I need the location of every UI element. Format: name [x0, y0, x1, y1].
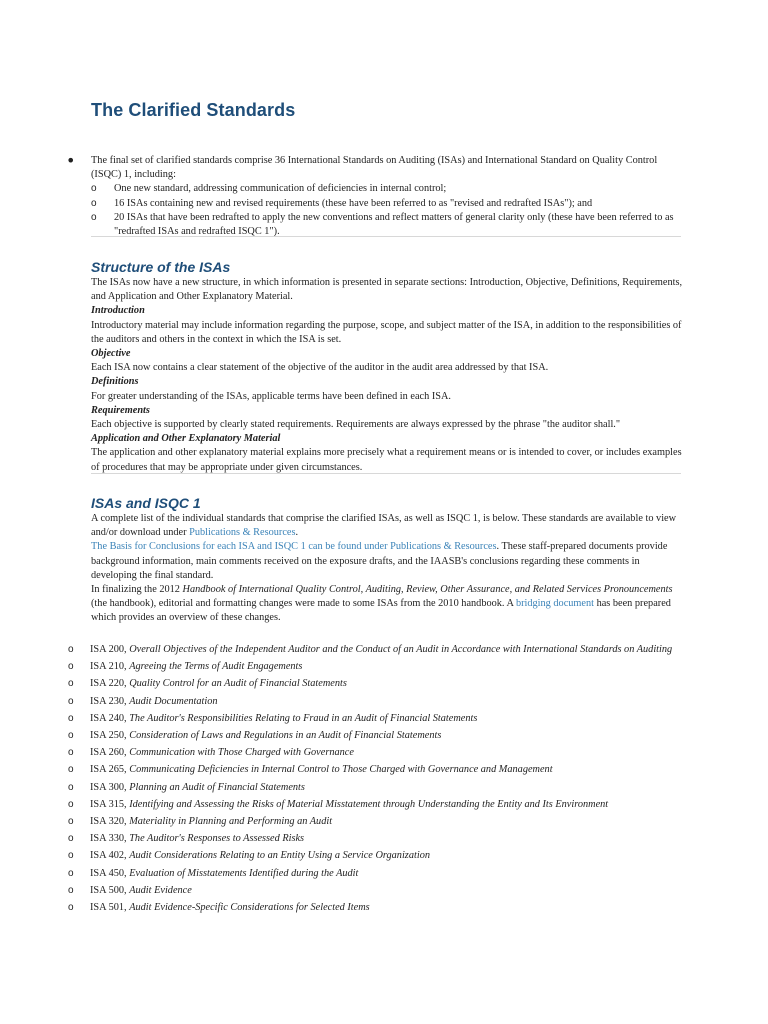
list-marker: o — [68, 678, 74, 690]
standard-title: The Auditor's Responses to Assessed Risks — [129, 833, 305, 845]
standard-code: ISA 220, — [90, 678, 127, 690]
intro-block — [91, 154, 681, 239]
standard-title: Audit Documentation — [129, 695, 218, 707]
standard-title: Audit Evidence-Specific Considerations for Selected Items — [129, 902, 370, 914]
list-marker: o — [68, 850, 74, 862]
standard-item — [68, 867, 708, 881]
intro-sub-list — [91, 182, 681, 239]
list-marker: o — [68, 833, 74, 845]
body-application: The application and other explanatory material explains more precisely what a requirement means or is intended to cover, or includes examples of procedures that may be appropriate under given circumstances. — [91, 447, 682, 473]
basis-for-conclusions-link[interactable]: The Basis for Conclusions for each ISA and ISQC 1 can be found under Publications & Resources — [91, 541, 497, 553]
list-item: o One new standard, addressing communication of deficiencies in internal control; — [91, 182, 681, 196]
standard-code: ISA 500, — [90, 884, 127, 896]
standard-item — [68, 832, 708, 846]
standard-code: ISA 300, — [90, 781, 127, 793]
list-item: o 20 ISAs that have been redrafted to apply the new conventions and reflect matters of general clarity only (these have been referred to as "redrafted ISAs and redrafted ISQC 1"). — [91, 211, 674, 238]
standard-title: Communicating Deficiencies in Internal Control to Those Charged with Governance and Management — [129, 764, 553, 776]
list-marker: o — [68, 644, 74, 655]
body-requirements: Each objective is supported by clearly stated requirements. Requirements are always expressed by the phrase "the auditor shall." — [91, 419, 621, 431]
standard-code: ISA 240, — [90, 712, 127, 724]
subhead-requirements: Requirements — [91, 404, 150, 416]
intro-text: The final set of clarified standards comprise 36 International Standards on Auditing (ISAs) and International Standard on Quality Control (ISQC) 1, including: — [91, 155, 658, 181]
standard-code: ISA 501, — [90, 902, 127, 914]
standard-code: ISA 265, — [90, 764, 127, 776]
standard-item — [68, 677, 708, 691]
structure-lead: The ISAs now have a new structure, in which information is presented in separate sections: Introduction, Objective, Definitions, Requirements, and Application and Other Explanatory Material. — [91, 277, 683, 303]
standard-item — [68, 849, 708, 863]
standard-code: ISA 315, — [90, 798, 127, 810]
list-marker: o — [68, 730, 74, 742]
isas-section — [91, 494, 686, 626]
list-marker: o — [68, 747, 74, 759]
standard-title: The Auditor's Responsibilities Relating to Fraud in an Audit of Financial Statements — [129, 712, 478, 724]
isas-paragraph-2: The Basis for Conclusions for each ISA and ISQC 1 can be found under Publications & Resources. These staff-prepared documents provide background information, main comments received on the exposure drafts, and the IAASB's conclusions regarding these comments in developing the final standard. — [91, 541, 668, 581]
standard-title: Materiality in Planning and Performing an Audit — [129, 816, 333, 828]
standard-title: Quality Control for an Audit of Financial Statements — [129, 678, 347, 690]
standard-code: ISA 200, — [90, 644, 127, 655]
standard-code: ISA 320, — [90, 816, 127, 828]
standard-item — [68, 763, 708, 777]
standard-item — [68, 901, 708, 915]
subhead-application: Application and Other Explanatory Material — [91, 433, 281, 445]
subhead-objective: Objective — [91, 348, 131, 360]
section-divider — [91, 236, 681, 237]
standard-code: ISA 450, — [90, 867, 127, 879]
bridging-document-link[interactable]: bridging document — [515, 598, 595, 610]
section-title-structure: Structure of the ISAs — [91, 259, 231, 275]
section-divider — [91, 473, 681, 474]
standard-title: Identifying and Assessing the Risks of Material Misstatement through Understanding the Entity and Its Environment — [129, 798, 609, 810]
body-definitions: For greater understanding of the ISAs, applicable terms have been defined in each ISA. — [91, 390, 451, 402]
list-marker: o — [91, 211, 97, 223]
list-marker: o — [68, 764, 74, 776]
standard-title: Consideration of Laws and Regulations in an Audit of Financial Statements — [129, 730, 442, 742]
list-marker: o — [68, 712, 74, 724]
standard-code: ISA 210, — [90, 661, 127, 673]
standard-title: Audit Considerations Relating to an Entity Using a Service Organization — [129, 850, 430, 862]
subhead-introduction: Introduction — [91, 305, 145, 317]
standard-item — [68, 729, 708, 743]
list-marker: o — [91, 183, 97, 195]
standards-list — [68, 643, 708, 918]
list-marker: o — [68, 695, 74, 707]
isas-paragraph-3: In finalizing the 2012 Handbook of International Quality Control, Auditing, Review, Other Assurance, and Related Services Pronouncements (the handbook), editorial and formatting changes were made to some ISAs from the 2010 handbook. A bridging document has been prepared which provides an overview of these changes. — [91, 584, 673, 624]
standard-title: Communication with Those Charged with Governance — [129, 747, 354, 759]
standard-item — [68, 781, 708, 795]
list-marker: o — [91, 197, 97, 209]
standard-title: Agreeing the Terms of Audit Engagements — [129, 661, 303, 673]
structure-section — [91, 258, 686, 475]
standard-item — [68, 643, 708, 657]
body-objective: Each ISA now contains a clear statement of the objective of the auditor in the audit area addressed by that ISA. — [91, 362, 549, 374]
standard-item — [68, 746, 708, 760]
section-title-isas: ISAs and ISQC 1 — [91, 495, 201, 511]
standard-code: ISA 402, — [90, 850, 127, 862]
standard-title: Evaluation of Misstatements Identified during the Audit — [129, 867, 359, 879]
list-marker: o — [68, 781, 74, 793]
intro-bullet: • — [66, 151, 76, 170]
standard-item — [68, 815, 708, 829]
standard-item — [68, 660, 708, 674]
list-item: o 16 ISAs containing new and revised requirements (these have been referred to as "revised and redrafted ISAs"); and — [91, 197, 681, 211]
standard-item — [68, 884, 708, 898]
standard-title: Audit Evidence — [129, 884, 192, 896]
standard-title: Planning an Audit of Financial Statements — [129, 781, 305, 793]
publications-link[interactable]: Publications & Resources — [189, 527, 296, 539]
standard-code: ISA 230, — [90, 695, 127, 707]
list-marker: o — [68, 661, 74, 673]
standard-title: Overall Objectives of the Independent Auditor and the Conduct of an Audit in Accordance with International Standards on Auditing — [129, 644, 673, 655]
standard-item — [68, 712, 708, 726]
page-title: The Clarified Standards — [91, 100, 296, 120]
list-marker: o — [68, 902, 74, 914]
standard-item — [68, 798, 708, 812]
standard-code: ISA 260, — [90, 747, 127, 759]
standard-code: ISA 250, — [90, 730, 127, 742]
isas-paragraph-1: A complete list of the individual standards that comprise the clarified ISAs, as well as ISQC 1, is below. These standards are available to view and/or download under Publications & Resources. — [91, 513, 677, 539]
standard-item — [68, 695, 708, 709]
list-marker: o — [68, 816, 74, 828]
list-marker: o — [68, 867, 74, 879]
standard-code: ISA 330, — [90, 833, 127, 845]
list-marker: o — [68, 884, 74, 896]
subhead-definitions: Definitions — [91, 376, 139, 388]
list-marker: o — [68, 798, 74, 810]
body-introduction: Introductory material may include information regarding the purpose, scope, and subject matter of the ISA, in addition to the responsibilities of the auditors and others in the context in which the ISA is set. — [91, 319, 682, 345]
